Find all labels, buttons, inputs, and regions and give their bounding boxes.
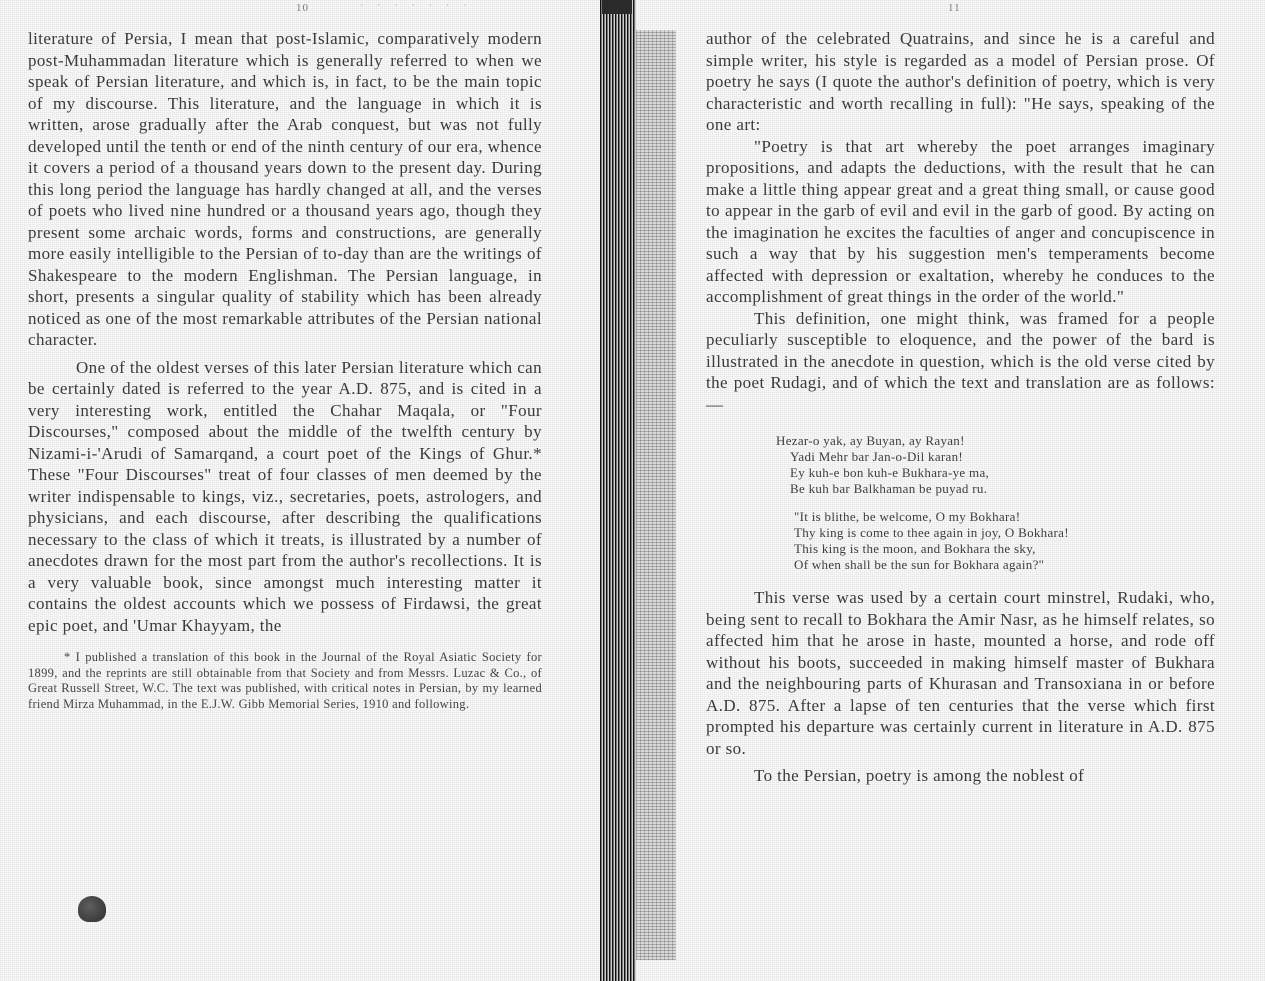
page-leaf-edge: [636, 30, 676, 960]
verse-stanza-translation: [776, 509, 1215, 573]
verse-line: Thy king is come to thee again in joy, O Bokhara!: [794, 525, 1069, 540]
right-paragraph-1: author of the celebrated Quatrains, and since he is a careful and simple writer, his style is regarded as a model of Persian prose. Of poetry he says (I quote the author's definition of poetry, which is very characteristic and worth recalling in full): "He says, speaking of the one art:: [706, 29, 1215, 134]
left-running-head: · · · · · · ·: [360, 0, 473, 10]
verse-line: Be kuh bar Balkhaman be puyad ru.: [790, 481, 988, 496]
gutter-top-shadow: [602, 0, 632, 14]
right-paragraph-2: "Poetry is that art whereby the poet arranges imaginary propositions, and adapts the deductions, with the result that he can make a little thing appear great and a great thing small, or cause good to appear in the garb of evil and evil in the garb of good. By acting on the imagination he excites the faculties of anger and concupiscence in such a way that by his suggestion men's temperaments become affected with depression or exaltation, whereby he conduces to the accomplishment of great things in the order of the world.": [706, 136, 1215, 306]
right-paragraph-4: This verse was used by a certain court minstrel, Rudaki, who, being sent to recall to Bokhara the Amir Nasr, as he himself relates, so affected him that he arose in haste, mounted a horse, and rode off without his boots, succeeded in making himself master of Bukhara and the neighbouring parts of Khurasan and Transoxiana in or before A.D. 875. After a lapse of ten centuries that the verse which first prompted his departure was certainly current in literature in A.D. 875 or so.: [706, 588, 1215, 758]
left-page: [0, 0, 600, 981]
verse-block: [706, 433, 1215, 573]
verse-line: "It is blithe, be welcome, O my Bokhara!: [794, 509, 1021, 524]
verse-line: Of when shall be the sun for Bokhara again?": [794, 557, 1045, 572]
book-gutter: [600, 0, 636, 981]
right-paragraph-3: This definition, one might think, was framed for a people peculiarly susceptible to eloquence, and the power of the bard is illustrated in the anecdote in question, which is the old verse cited by the poet Rudagi, and of which the text and translation are as follows:—: [706, 308, 1215, 414]
left-page-number: 10: [296, 2, 309, 14]
thumb-mark: [78, 896, 106, 922]
verse-line: Ey kuh-e bon kuh-e Bukhara-ye ma,: [790, 465, 990, 480]
right-page: [680, 0, 1265, 981]
left-paragraph-2: One of the oldest verses of this later Persian literature which can be certainly dated is referred to the year A.D. 875, and is cited in a very interesting work, entitled the Chahar Maqala, or "Four Discourses," composed about the middle of the twelfth century by Nizami-i-'Arudi of Samarqand, a court poet of the Kings of Ghur.* These "Four Discourses" treat of four classes of men deemed by the writer indispensable to kings, viz., secretaries, poets, astrologers, and physicians, and each discourse, after describing the qualifications necessary to the class of which it treats, is illustrated by a number of anecdotes drawn for the most part from the author's recollections. It is a very valuable book, since amongst much interesting matter it contains the oldest accounts which we possess of Firdawsi, the great epic poet, and 'Umar Khayyam, the: [28, 357, 542, 635]
verse-line: This king is the moon, and Bokhara the sky,: [794, 541, 1036, 556]
left-footnote: * I published a translation of this book in the Journal of the Royal Asiatic Society for 1899, and the reprints are still obtainable from that Society and from Messrs. Luzac & Co., of Great Russell Street, W.C. The text was published, with critical notes in Persian, by my learned friend Mirza Muhammad, in the E.J.W. Gibb Memorial Series, 1910 and following.: [28, 650, 542, 711]
verse-stanza-original: [776, 433, 1215, 497]
right-page-number: 11: [948, 2, 961, 14]
verse-line: Yadi Mehr bar Jan-o-Dil karan!: [790, 449, 964, 464]
right-paragraph-5: To the Persian, poetry is among the noblest of: [754, 766, 1085, 785]
left-paragraph-1: literature of Persia, I mean that post-Islamic, comparatively modern post-Muhammadan literature which is generally referred to when we speak of Persian literature, and which is, in fact, to be the main topic of my discourse. This literature, and the language in which it is written, arose gradually after the Arab conquest, but was not fully developed until the tenth or end of the ninth century of our era, whence it covers a period of a thousand years down to the present day. During this long period the language has hardly changed at all, and the verses of poets who lived nine hundred or a thousand years ago, though they present some archaic words, forms and constructions, are generally more easily intelligible to the Persian of to-day than are the writings of Shakespeare to the modern Englishman. The Persian language, in short, presents a singular quality of stability which has been already noticed as one of the most remarkable attributes of the Persian national character.: [28, 29, 542, 349]
verse-line: Hezar-o yak, ay Buyan, ay Rayan!: [776, 433, 965, 448]
